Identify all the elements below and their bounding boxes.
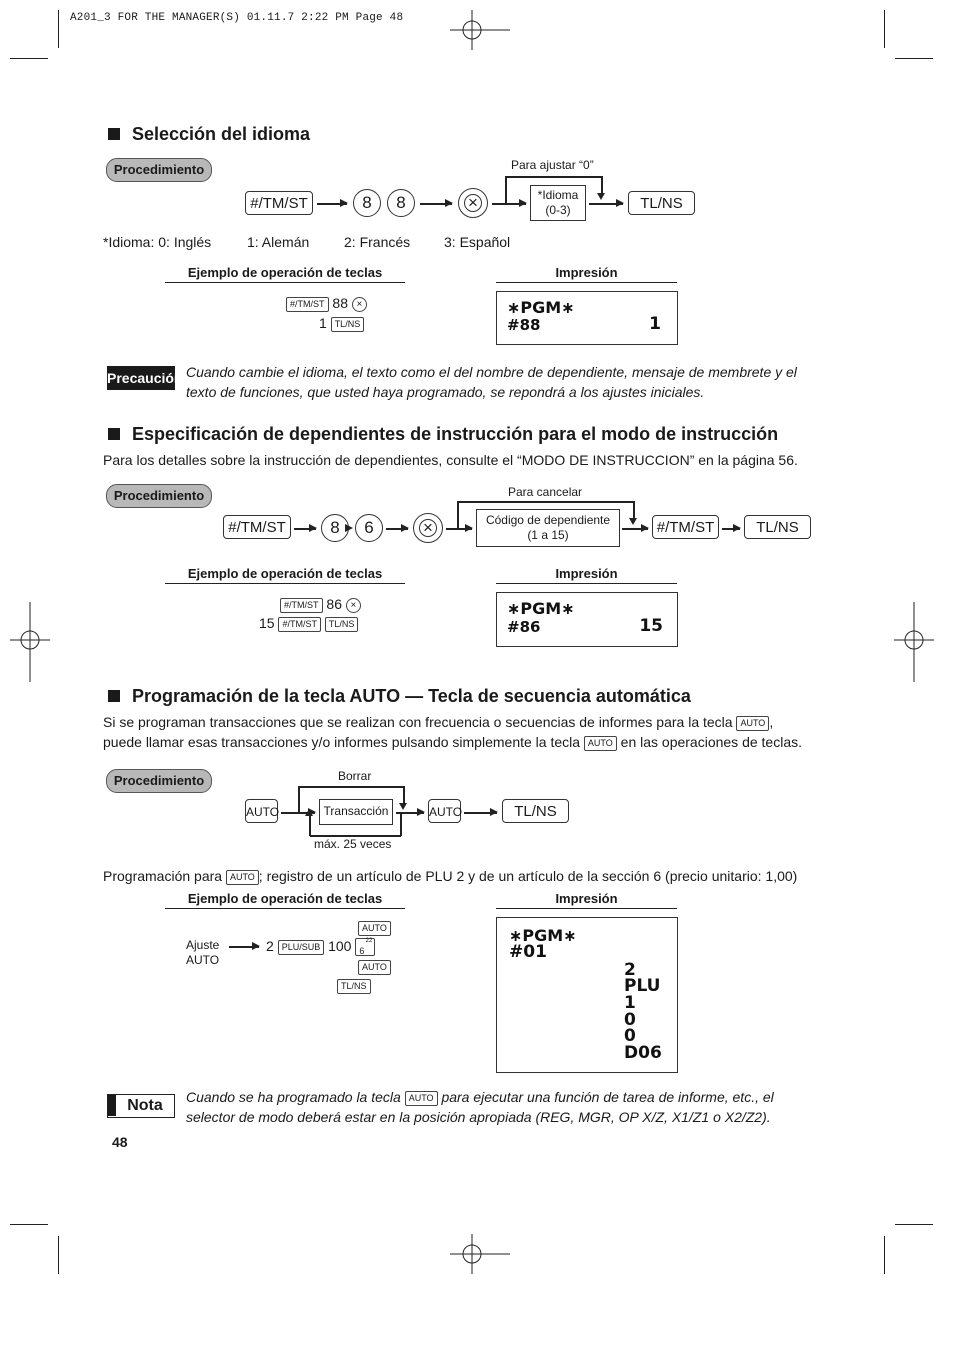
procedure-badge: Procedimiento (106, 158, 212, 182)
registration-mark-bottom (448, 1232, 512, 1276)
registration-mark-top (448, 8, 512, 52)
example-line-2: 15 #/TM/ST TL/NS (259, 615, 358, 632)
receipt-training-clerk: ∗PGM∗ #86 15 (496, 592, 678, 647)
print-header-col: Impresión (496, 265, 677, 283)
arrow (492, 203, 526, 205)
caution-text: Cuando cambie el idioma, el texto como el del nombre de dependiente, mensaje de membrete y el texto de funciones, que usted haya programado, se repondrá a los ajustes iniciales. (186, 364, 797, 400)
language-legend-2: 2: Francés (344, 234, 411, 250)
page-number: 48 (112, 1134, 128, 1150)
key-tm-st: #/TM/ST (278, 617, 321, 632)
arrow (294, 528, 316, 530)
example-header: Ejemplo de operación de teclas (165, 891, 405, 909)
print-header: A201_3 FOR THE MANAGER(S) 01.11.7 2:22 PM Page 48 (70, 12, 404, 24)
key-tm-st: #/TM/ST (286, 297, 329, 312)
section-title-auto-key: Programación de la tecla AUTO — Tecla de secuencia automática (108, 686, 691, 707)
auto-setting-label: Ajuste AUTO (186, 938, 220, 967)
transaction-box: Transacción (319, 799, 393, 825)
key-auto: AUTO (245, 799, 278, 823)
key-auto: AUTO (405, 1091, 438, 1106)
section-intro: Para los detalles sobre la instrucción de dependientes, consulte el “MODO DE INSTRUCCION” en la página 56. (103, 452, 798, 468)
print-header-col: Impresión (496, 891, 677, 909)
flow-note-clear: Borrar (338, 769, 372, 783)
arrow (589, 203, 623, 205)
key-tm-st: #/TM/ST (280, 598, 323, 613)
key-auto: AUTO (736, 716, 769, 731)
section-intro: Si se programan transacciones que se realizan con frecuencia o secuencias de informes para la tecla AUTO , puede llamar esas transacciones y/o informes pulsando simplemente la tecla AUTO en las operaciones de teclas. (103, 714, 802, 750)
multiply-key-icon (413, 513, 443, 543)
arrow (622, 528, 648, 530)
example-line-1: #/TM/ST 88 × (286, 295, 367, 312)
registration-mark-left (8, 600, 52, 684)
key-digit-6: 6 (355, 514, 383, 542)
multiply-key-icon (458, 188, 488, 218)
bullet-square-icon (108, 428, 120, 440)
arrow (317, 203, 347, 205)
key-plu-sub: PLU/SUB (278, 940, 325, 955)
bullet-square-icon (108, 690, 120, 702)
key-auto: AUTO (358, 960, 391, 975)
arrow (386, 528, 408, 530)
flow-note-max: máx. 25 veces (314, 837, 392, 851)
note-badge: Nota (107, 1094, 175, 1118)
key-tl-ns: TL/NS (628, 191, 695, 215)
clerk-code-input-box: Código de dependiente (1 a 15) (476, 509, 620, 547)
key-auto: AUTO (584, 736, 617, 751)
arrow (464, 812, 497, 814)
key-department-6: 22 6 (355, 938, 375, 956)
section-title-language: Selección del idioma (108, 124, 310, 145)
caution-badge: Precaución (107, 366, 175, 390)
key-tl-ns: TL/NS (331, 317, 365, 332)
key-digit-8: 8 (321, 514, 349, 542)
procedure-badge: Procedimiento (106, 769, 212, 793)
programming-description: Programación para AUTO ; registro de un artículo de PLU 2 y de un artículo de la sección 6 (precio unitario: 1,00) (103, 868, 798, 884)
key-tm-st: #/TM/ST (223, 515, 291, 539)
example-header: Ejemplo de operación de teclas (165, 566, 405, 584)
key-tm-st: #/TM/ST (245, 191, 313, 215)
flow-note-reset: Para ajustar “0” (511, 158, 594, 172)
key-tm-st: #/TM/ST (652, 515, 719, 539)
key-tl-ns: TL/NS (502, 799, 569, 823)
language-legend-3: 3: Español (444, 234, 511, 250)
key-tl-ns: TL/NS (744, 515, 811, 539)
language-legend-1: 1: Alemán (247, 234, 310, 250)
receipt-auto-key: ∗PGM∗ #01 2 PLU 1 0 0 D06 (496, 917, 678, 1073)
key-digit-8: 8 (353, 189, 381, 217)
receipt-language: ∗PGM∗ #88 1 (496, 291, 678, 345)
multiply-key-icon: × (352, 297, 367, 312)
arrow (229, 946, 259, 948)
print-header-col: Impresión (496, 566, 677, 584)
bullet-square-icon (108, 128, 120, 140)
example-header: Ejemplo de operación de teclas (165, 265, 405, 283)
language-input-box: *Idioma (0-3) (530, 185, 586, 221)
key-auto: AUTO (428, 799, 461, 823)
arrow (722, 528, 740, 530)
key-tl-ns: TL/NS (337, 979, 371, 994)
key-auto: AUTO (226, 870, 259, 885)
section-title-training-clerk: Especificación de dependientes de instrucción para el modo de instrucción (108, 424, 778, 445)
key-digit-8: 8 (387, 189, 415, 217)
procedure-badge: Procedimiento (106, 484, 212, 508)
example-line-1: #/TM/ST 86 × (280, 596, 361, 613)
arrow (446, 528, 472, 530)
multiply-key-icon: × (346, 598, 361, 613)
example-line-1: 2 PLU/SUB 100 22 6 (266, 938, 375, 956)
language-legend-0: *Idioma: 0: Inglés (103, 234, 212, 250)
note-text: Cuando se ha programado la tecla AUTO para ejecutar una función de tarea de informe, etc., el selector de modo deberá estar en la posición apropiada (REG, MGR, OP X/Z, X1/Z1 o X2/Z2). (186, 1089, 774, 1125)
key-auto: AUTO (358, 921, 391, 936)
flow-note-cancel: Para cancelar (508, 485, 583, 499)
key-tl-ns: TL/NS (325, 617, 359, 632)
arrow (420, 203, 452, 205)
arrow (396, 812, 424, 814)
example-line-2: 1 TL/NS (319, 315, 364, 332)
registration-mark-right (892, 600, 936, 684)
